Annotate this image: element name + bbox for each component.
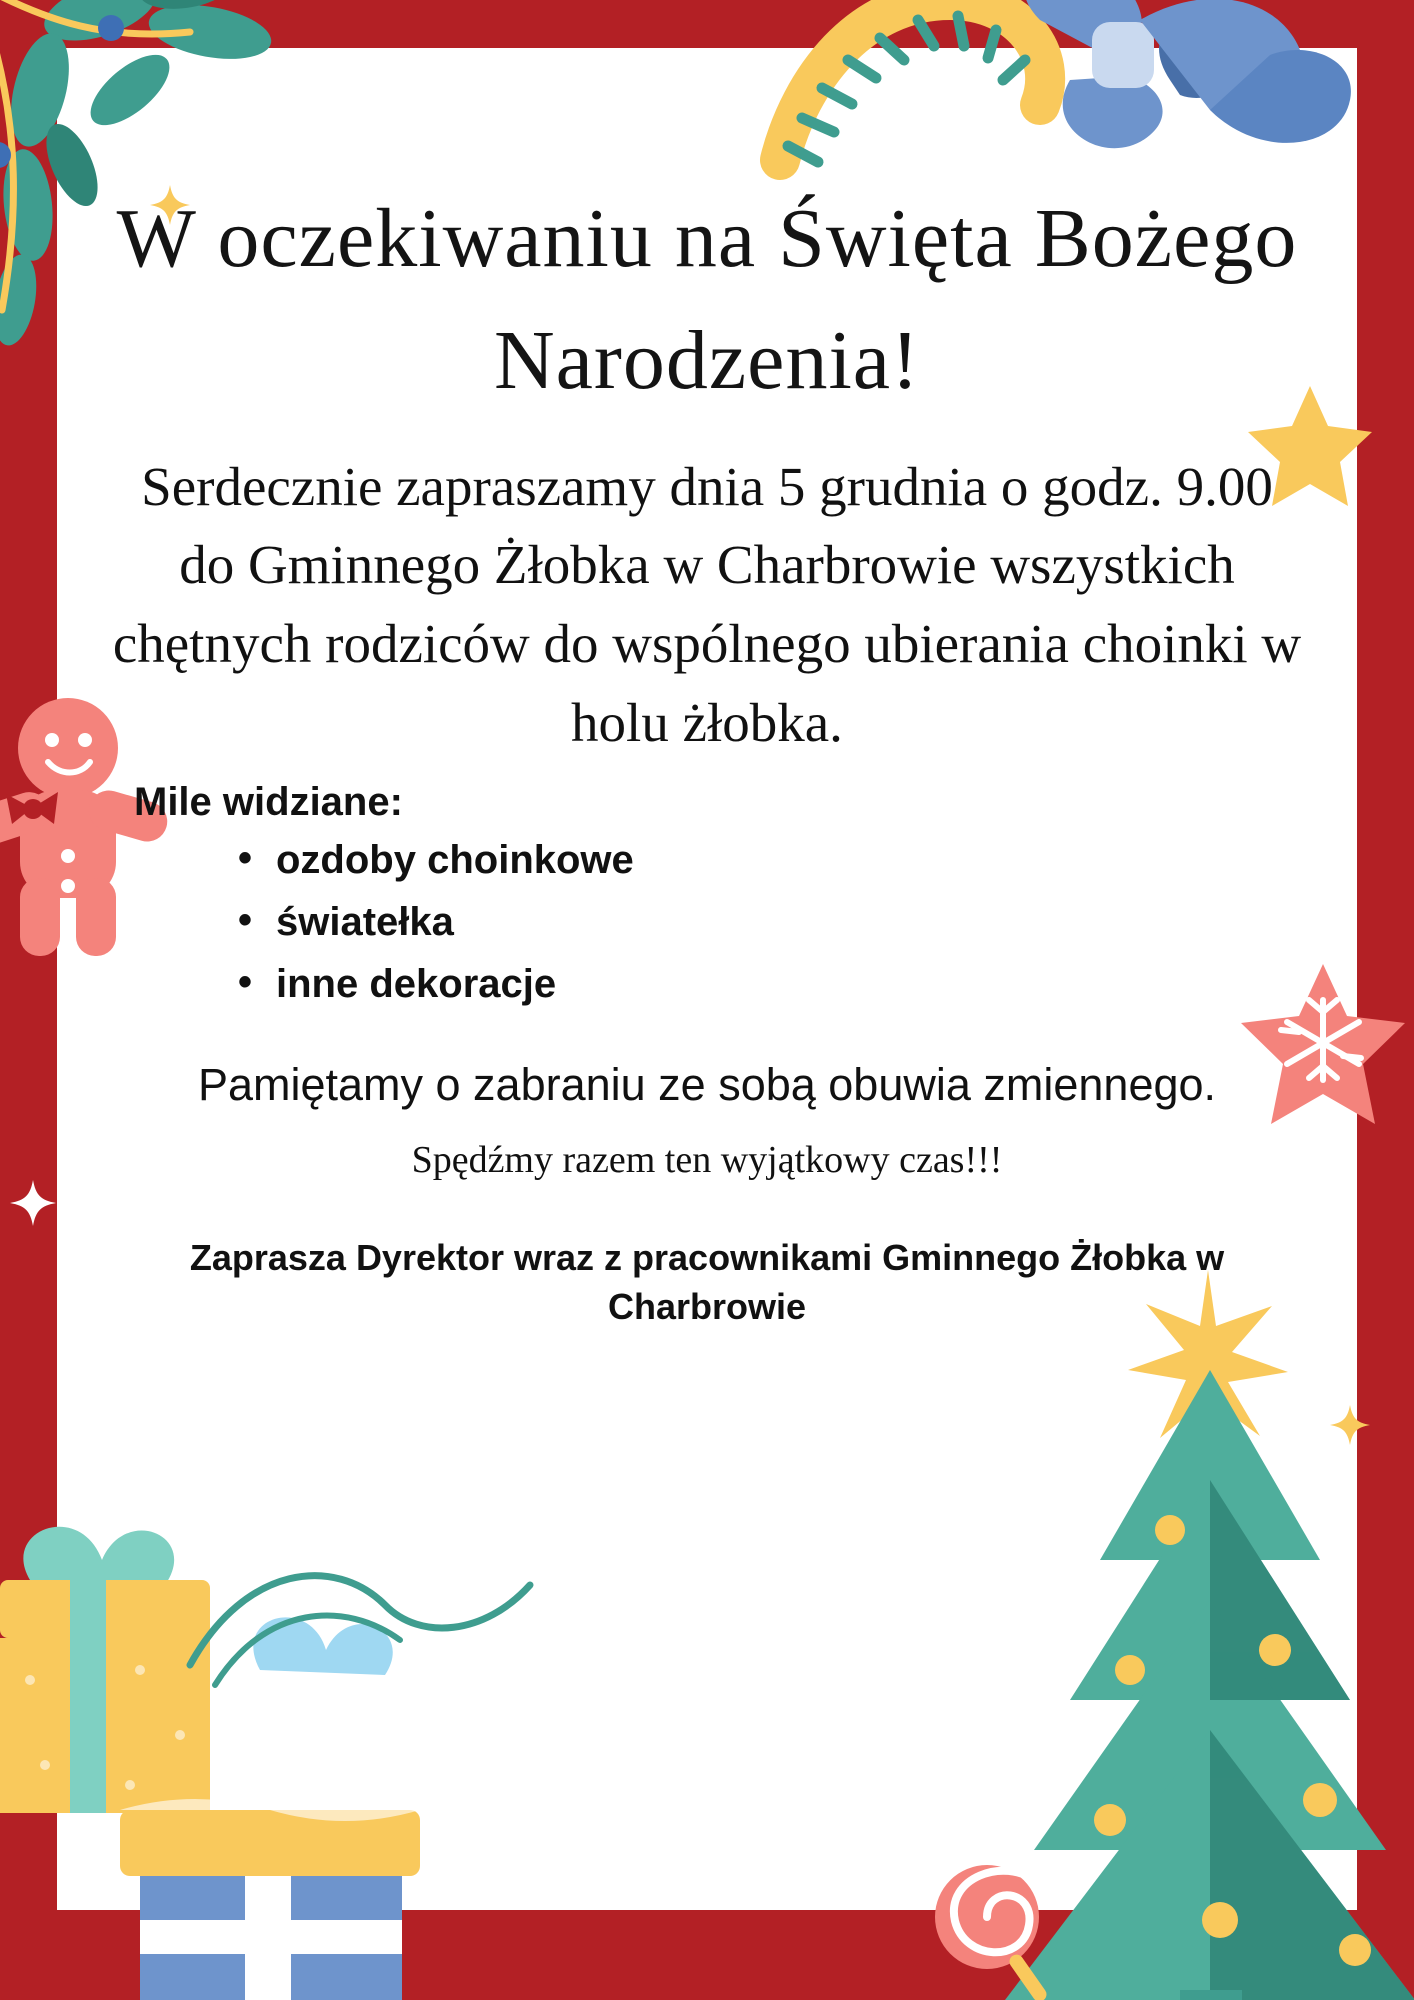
welcome-items-list (112, 829, 1302, 1015)
list-item: • inne dekoracje (232, 953, 1302, 1015)
signature-text: Zaprasza Dyrektor wraz z pracownikami Gminnego Żłobka w Charbrowie (189, 1236, 1225, 1327)
invitation-text: Serdecznie zapraszamy dnia 5 grudnia o godz. 9.00 do Gminnego Żłobka w Charbrowie wszystkich chętnych rodziców do wspólnego ubierania choinki w holu żłobka. (112, 455, 1302, 753)
list-item: • ozdoby choinkowe (232, 829, 1302, 891)
sparkle-icon (10, 1180, 56, 1226)
list-item: • światełka (232, 891, 1302, 953)
footwear-note: Pamiętamy o zabraniu ze sobą obuwia zmiennego. (197, 1059, 1217, 1111)
slogan-text: Spędźmy razem ten wyjątkowy czas!!! (411, 1138, 1003, 1181)
poster-content (57, 48, 1357, 1910)
page-title: W oczekiwaniu na Święta Bożego Narodzenia! (116, 192, 1298, 407)
welcome-heading: Mile widziane: (134, 780, 403, 825)
